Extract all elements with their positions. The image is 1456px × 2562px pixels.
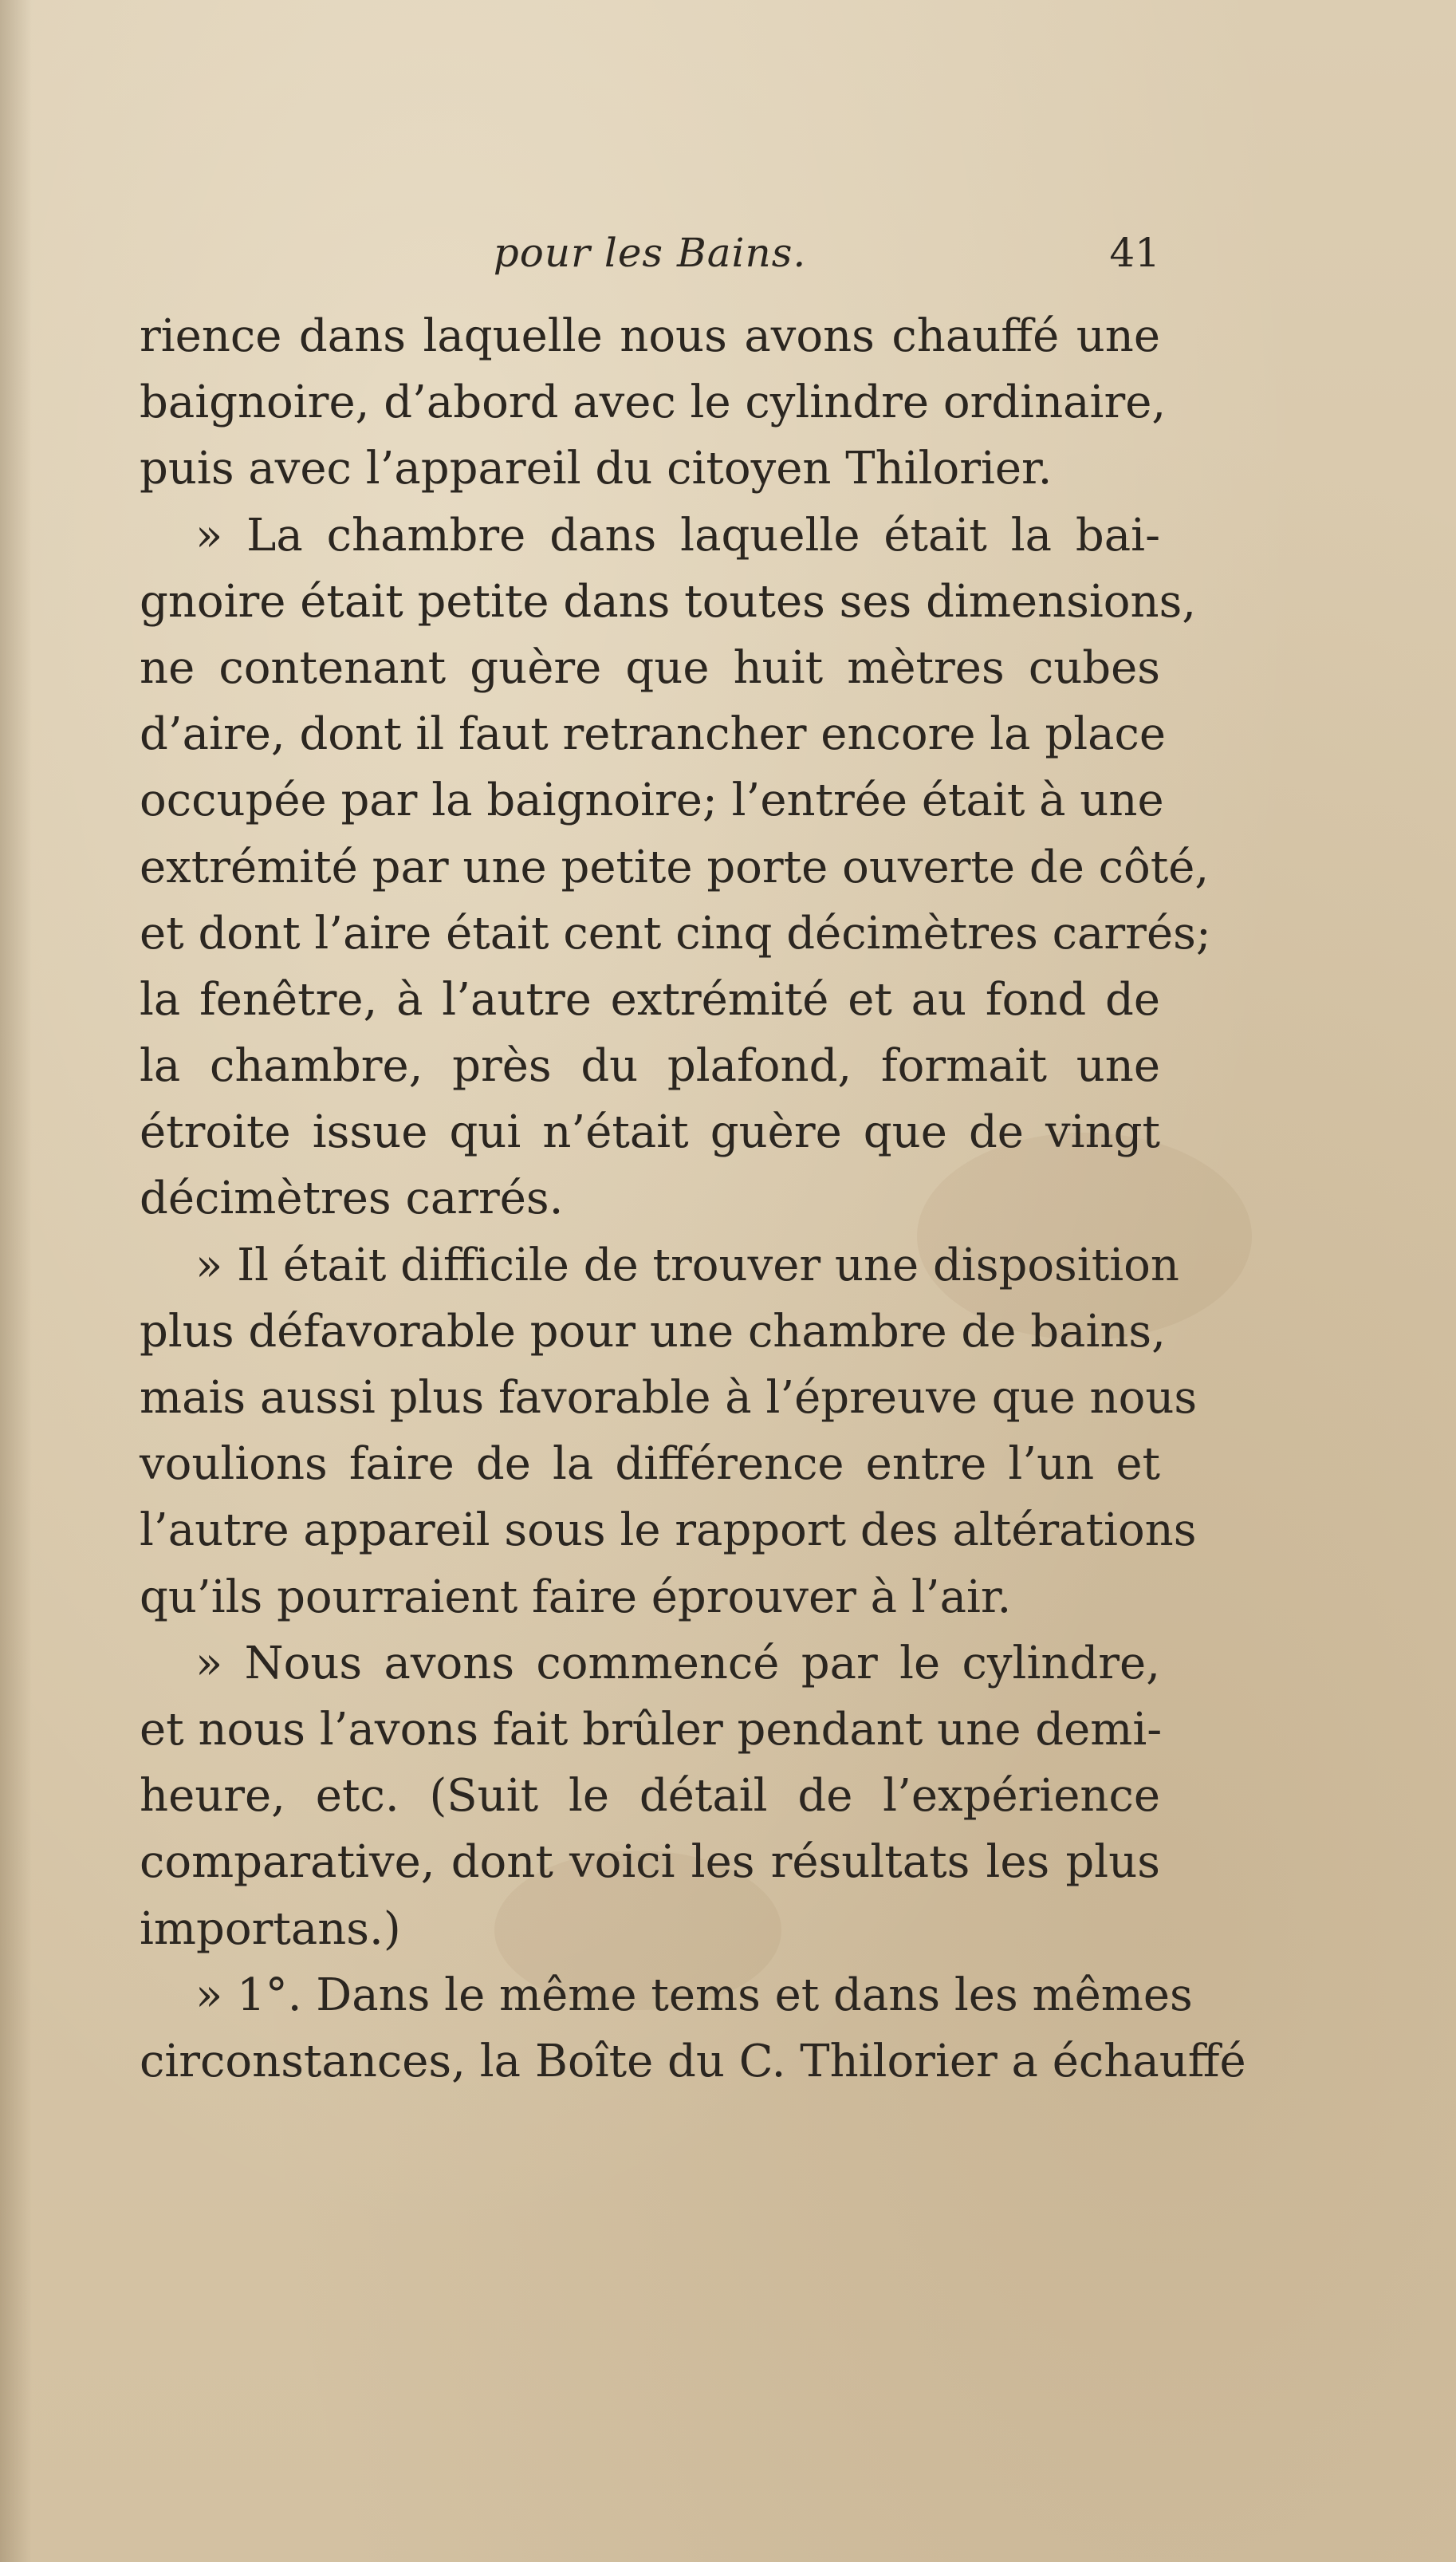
text-line: ne contenant guère que huit mètres cubes xyxy=(140,641,1160,694)
text-line: » La chambre dans laquelle était la bai- xyxy=(195,509,1160,562)
text-line: baignoire, d’abord avec le cylindre ordinaire, xyxy=(140,376,1167,429)
text-line: puis avec l’appareil du citoyen Thilorier. xyxy=(140,443,1053,495)
page-header xyxy=(140,225,1160,281)
text-line: et nous l’avons fait brûler pendant une demi- xyxy=(140,1703,1163,1756)
text-line: décimètres carrés. xyxy=(140,1173,564,1225)
text-line: étroite issue qui n’était guère que de vingt xyxy=(140,1106,1160,1159)
text-line: qu’ils pourraient faire éprouver à l’air. xyxy=(140,1571,1012,1623)
page-edge-shadow xyxy=(0,0,32,2562)
text-line: extrémité par une petite porte ouverte de côté, xyxy=(140,841,1210,893)
text-line: voulions faire de la différence entre l’un et xyxy=(140,1438,1160,1491)
text-line: circonstances, la Boîte du C. Thilorier a échauffé xyxy=(140,2035,1246,2087)
text-line: comparative, dont voici les résultats les plus xyxy=(140,1836,1160,1889)
page-number: 41 xyxy=(1109,230,1160,276)
text-line: occupée par la baignoire; l’entrée était à une xyxy=(140,775,1164,827)
text-line: » Il était difficile de trouver une disposition xyxy=(195,1239,1179,1291)
text-line: gnoire était petite dans toutes ses dimensions, xyxy=(140,575,1197,628)
text-line: » 1°. Dans le même tems et dans les mêmes xyxy=(195,1969,1193,2021)
text-line: la fenêtre, à l’autre extrémité et au fond de xyxy=(140,973,1160,1026)
text-line: » Nous avons commencé par le cylindre, xyxy=(195,1637,1160,1689)
text-line: l’autre appareil sous le rapport des altérations xyxy=(140,1504,1197,1557)
text-line: plus défavorable pour une chambre de bains, xyxy=(140,1305,1166,1358)
body-text xyxy=(140,303,1246,2095)
text-line: la chambre, près du plafond, formait une xyxy=(140,1040,1160,1093)
running-title: pour les Bains. xyxy=(493,230,807,276)
text-line: mais aussi plus favorable à l’épreuve que nous xyxy=(140,1372,1198,1424)
text-line: d’aire, dont il faut retrancher encore la place xyxy=(140,708,1167,761)
text-line: heure, etc. (Suit le détail de l’expérience xyxy=(140,1770,1160,1823)
text-line: et dont l’aire était cent cinq décimètres carrés; xyxy=(140,907,1211,960)
text-line: importans.) xyxy=(140,1902,401,1955)
text-line: rience dans laquelle nous avons chauffé une xyxy=(140,310,1160,362)
